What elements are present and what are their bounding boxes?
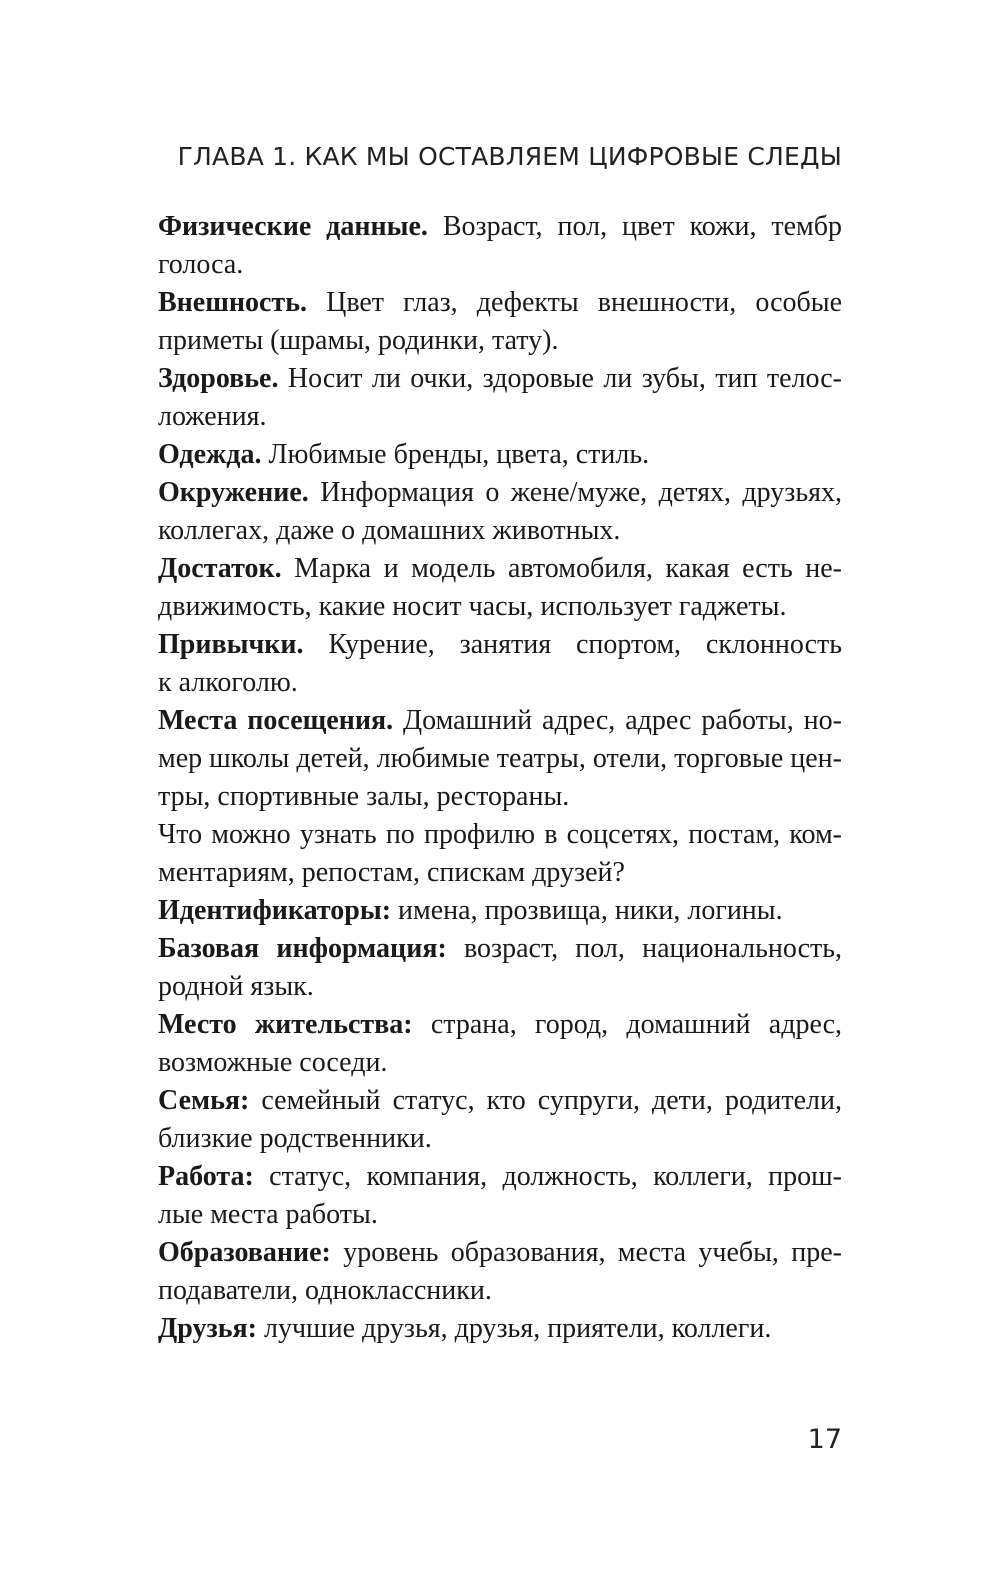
paragraph-line [158, 626, 842, 664]
paragraph-text: Марка и модель автомобиля, какая есть не- [281, 553, 842, 584]
term: Друзья: [158, 1313, 257, 1344]
paragraph-line: к алкоголю. [158, 667, 298, 698]
paragraph-line: ложения. [158, 401, 267, 432]
paragraph-text: Носит ли очки, здоровые ли зубы, тип телос- [278, 363, 842, 394]
paragraph-friends [158, 1310, 842, 1348]
paragraph-text: Любимые бренды, цвета, стиль. [261, 439, 650, 470]
paragraph-line [158, 436, 842, 474]
paragraph-line: коллегах, даже о домашних животных. [158, 515, 621, 546]
paragraph-line [158, 360, 842, 398]
term: Место жительства: [158, 1009, 413, 1040]
paragraph-places-visited [158, 702, 842, 816]
paragraph-text: Возраст, пол, цвет кожи, тембр [427, 211, 842, 242]
term: Идентификаторы: [158, 895, 392, 926]
paragraph-education [158, 1234, 842, 1310]
paragraph-line: приметы (шрамы, родинки, тату). [158, 325, 559, 356]
paragraph-physical-data [158, 208, 842, 284]
page-number: 17 [807, 1424, 842, 1455]
term: Здоровье. [158, 363, 279, 394]
term: Образование: [158, 1237, 331, 1268]
term: Места посещения. [158, 705, 394, 736]
paragraph-identifiers [158, 892, 842, 930]
paragraph-line: возможные соседи. [158, 1047, 388, 1078]
term: Одежда. [158, 439, 262, 470]
term: Окружение. [158, 477, 309, 508]
paragraph-line: движимость, какие носит часы, использует гаджеты. [158, 591, 787, 622]
paragraph-line [158, 208, 842, 246]
paragraph-text: Домашний адрес, адрес работы, но- [393, 705, 842, 736]
paragraph-basic-info [158, 930, 842, 1006]
paragraph-wealth [158, 550, 842, 626]
paragraph-line: близкие родственники. [158, 1123, 432, 1154]
paragraph-line [158, 1310, 842, 1348]
term: Работа: [158, 1161, 254, 1192]
paragraph-appearance [158, 284, 842, 360]
paragraph-text: страна, город, домашний адрес, [412, 1009, 842, 1040]
paragraph-text: статус, компания, должность, коллеги, прош- [253, 1161, 842, 1192]
paragraph-text: Цвет глаз, дефекты внешности, особые [307, 287, 842, 318]
paragraph-line: подаватели, одноклассники. [158, 1275, 492, 1306]
paragraph-line: тры, спортивные залы, рестораны. [158, 781, 570, 812]
paragraph-line [158, 892, 842, 930]
paragraph-line [158, 1158, 842, 1196]
paragraph-line: Что можно узнать по профилю в соцсетях, постам, ком- [158, 819, 842, 850]
paragraph-line [158, 702, 842, 740]
paragraph-text: Информация о жене/муже, детях, друзьях, [308, 477, 842, 508]
term: Достаток. [158, 553, 282, 584]
term: Семья: [158, 1085, 250, 1116]
term: Базовая информация: [158, 933, 447, 964]
paragraph-work [158, 1158, 842, 1234]
paragraph-line [158, 284, 842, 322]
paragraph-line [158, 550, 842, 588]
paragraph-text: Курение, занятия спортом, склонность [303, 629, 842, 660]
paragraph-line: голоса. [158, 249, 244, 280]
paragraph-text: имена, прозвища, ники, логины. [391, 895, 783, 926]
paragraph-health [158, 360, 842, 436]
paragraph-habits [158, 626, 842, 702]
paragraph-line [158, 474, 842, 512]
paragraph-line: мер школы детей, любимые театры, отели, торговые цен- [158, 743, 842, 774]
running-header: ГЛАВА 1. КАК МЫ ОСТАВЛЯЕМ ЦИФРОВЫЕ СЛЕДЫ [177, 142, 842, 171]
term: Внешность. [158, 287, 307, 318]
paragraph-text: уровень образования, места учебы, пре- [330, 1237, 842, 1268]
paragraph-surroundings [158, 474, 842, 550]
paragraph-line [158, 930, 842, 968]
paragraph-line: лые места работы. [158, 1199, 378, 1230]
body-text [158, 208, 842, 1348]
paragraph-line [158, 1234, 842, 1272]
paragraph-clothing [158, 436, 842, 474]
paragraph-text: семейный статус, кто супруги, дети, родители, [249, 1085, 842, 1116]
paragraph-line: ментариям, репостам, спискам друзей? [158, 857, 625, 888]
paragraph-line [158, 1006, 842, 1044]
term: Привычки. [158, 629, 304, 660]
term: Физические данные. [158, 211, 428, 242]
paragraph-family [158, 1082, 842, 1158]
paragraph-text: лучшие друзья, друзья, приятели, коллеги. [257, 1313, 772, 1344]
paragraph-text: возраст, пол, национальность, [446, 933, 842, 964]
paragraph-line [158, 1082, 842, 1120]
paragraph-residence [158, 1006, 842, 1082]
paragraph-line: родной язык. [158, 971, 314, 1002]
paragraph-social-profile-question [158, 816, 842, 892]
